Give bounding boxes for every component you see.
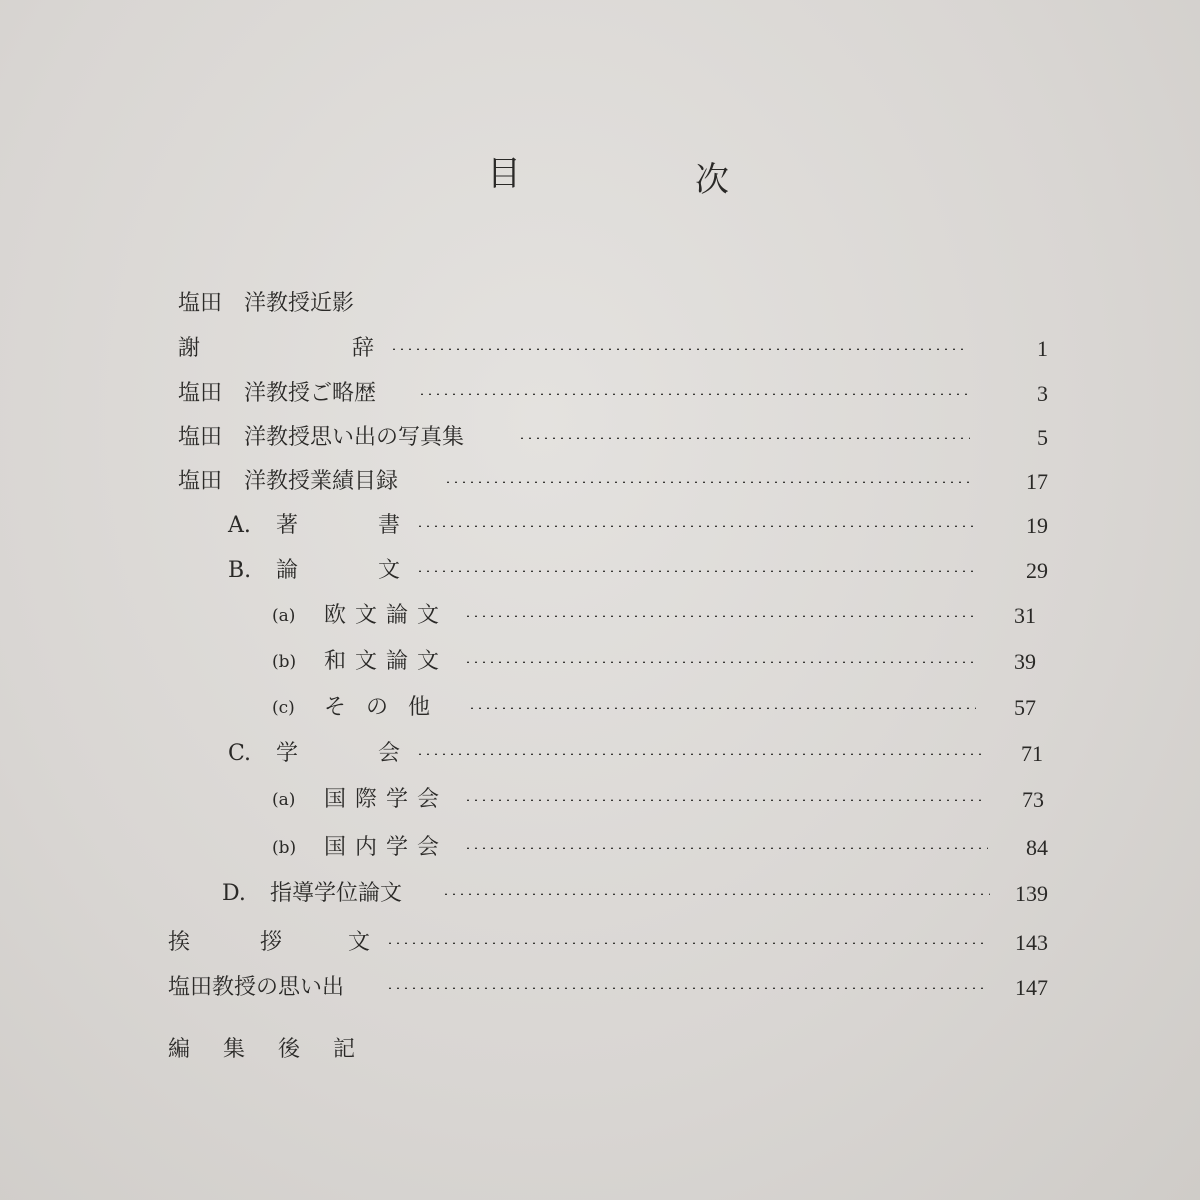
toc-entry <box>272 644 1058 680</box>
entry-marker: (b) <box>272 652 297 672</box>
toc-entry <box>178 420 1058 456</box>
entry-label-part: 文 <box>378 558 401 583</box>
entry-label: その他 <box>324 695 451 720</box>
page-number: 84 <box>1026 835 1048 860</box>
entry-marker: (a) <box>272 790 296 810</box>
dot-leader <box>444 481 970 483</box>
dot-leader <box>468 707 976 709</box>
entry-label-part: 会 <box>378 741 401 766</box>
toc-entry <box>168 1032 1058 1068</box>
entry-marker: B. <box>228 558 252 583</box>
toc-entry <box>228 553 1058 589</box>
entry-label: 和文論文 <box>324 649 449 674</box>
dot-leader <box>418 393 970 395</box>
dot-leader <box>390 348 968 350</box>
page-number: 29 <box>1026 558 1048 583</box>
page-number: 31 <box>1014 603 1036 628</box>
dot-leader <box>416 525 976 527</box>
page-number: 19 <box>1026 513 1048 538</box>
toc-entry <box>228 508 1058 544</box>
page-number: 57 <box>1014 695 1036 720</box>
entry-label: 塩田 洋教授思い出の写真集 <box>178 425 465 450</box>
toc-entry <box>178 286 1058 322</box>
page-number: 5 <box>1037 425 1048 450</box>
toc-entry <box>178 331 1058 367</box>
dot-leader <box>386 987 986 989</box>
entry-label: 挨 <box>168 930 191 955</box>
entry-label: 国内学会 <box>324 835 449 860</box>
entry-label-part: 文 <box>348 930 371 955</box>
toc-entry <box>168 970 1058 1006</box>
page-number: 143 <box>1015 930 1048 955</box>
page-number: 71 <box>1021 741 1043 766</box>
page-number: 139 <box>1015 881 1048 906</box>
entry-label: 塩田 洋教授近影 <box>178 291 355 316</box>
toc-title-left: 目 <box>487 154 521 194</box>
entry-label: 編集後記 <box>168 1037 389 1062</box>
entry-marker: A. <box>228 513 251 538</box>
toc-entry <box>228 736 1058 772</box>
toc-entry <box>178 376 1058 412</box>
page-number: 1 <box>1037 336 1048 361</box>
entry-label: 学 <box>276 741 299 766</box>
dot-leader <box>464 799 984 801</box>
dot-leader <box>416 753 982 755</box>
toc-entry <box>178 464 1058 500</box>
toc-title-right: 次 <box>695 160 729 200</box>
entry-label: 指導学位論文 <box>270 881 403 906</box>
toc-entry <box>272 782 1058 818</box>
dot-leader <box>386 942 986 944</box>
entry-marker: (c) <box>272 698 295 718</box>
page-number: 17 <box>1026 469 1048 494</box>
entry-marker: C. <box>228 741 252 766</box>
entry-label: 論 <box>276 558 299 583</box>
page-number: 39 <box>1014 649 1036 674</box>
entry-label: 塩田教授の思い出 <box>168 975 345 1000</box>
entry-label: 著 <box>276 513 299 538</box>
toc-entry <box>222 876 1058 912</box>
page-number: 3 <box>1037 381 1048 406</box>
entry-label-part: 拶 <box>260 930 283 955</box>
toc-entry <box>272 690 1058 726</box>
dot-leader <box>464 615 976 617</box>
page-number: 73 <box>1022 787 1044 812</box>
dot-leader <box>416 570 976 572</box>
toc-entry <box>168 925 1058 961</box>
page-number: 147 <box>1015 975 1048 1000</box>
dot-leader <box>518 437 970 439</box>
dot-leader <box>464 847 988 849</box>
entry-label-part: 辞 <box>352 336 375 361</box>
toc-entry <box>272 830 1058 866</box>
entry-marker: (b) <box>272 838 297 858</box>
entry-label-part: 書 <box>378 513 401 538</box>
entry-label: 塩田 洋教授業績目録 <box>178 469 399 494</box>
entry-marker: (a) <box>272 606 296 626</box>
dot-leader <box>464 661 976 663</box>
entry-marker: D. <box>222 881 246 906</box>
toc-entry <box>272 598 1058 634</box>
entry-label: 塩田 洋教授ご略歴 <box>178 381 377 406</box>
dot-leader <box>442 893 990 895</box>
entry-label: 国際学会 <box>324 787 449 812</box>
entry-label: 欧文論文 <box>324 603 449 628</box>
entry-label: 謝 <box>178 336 201 361</box>
